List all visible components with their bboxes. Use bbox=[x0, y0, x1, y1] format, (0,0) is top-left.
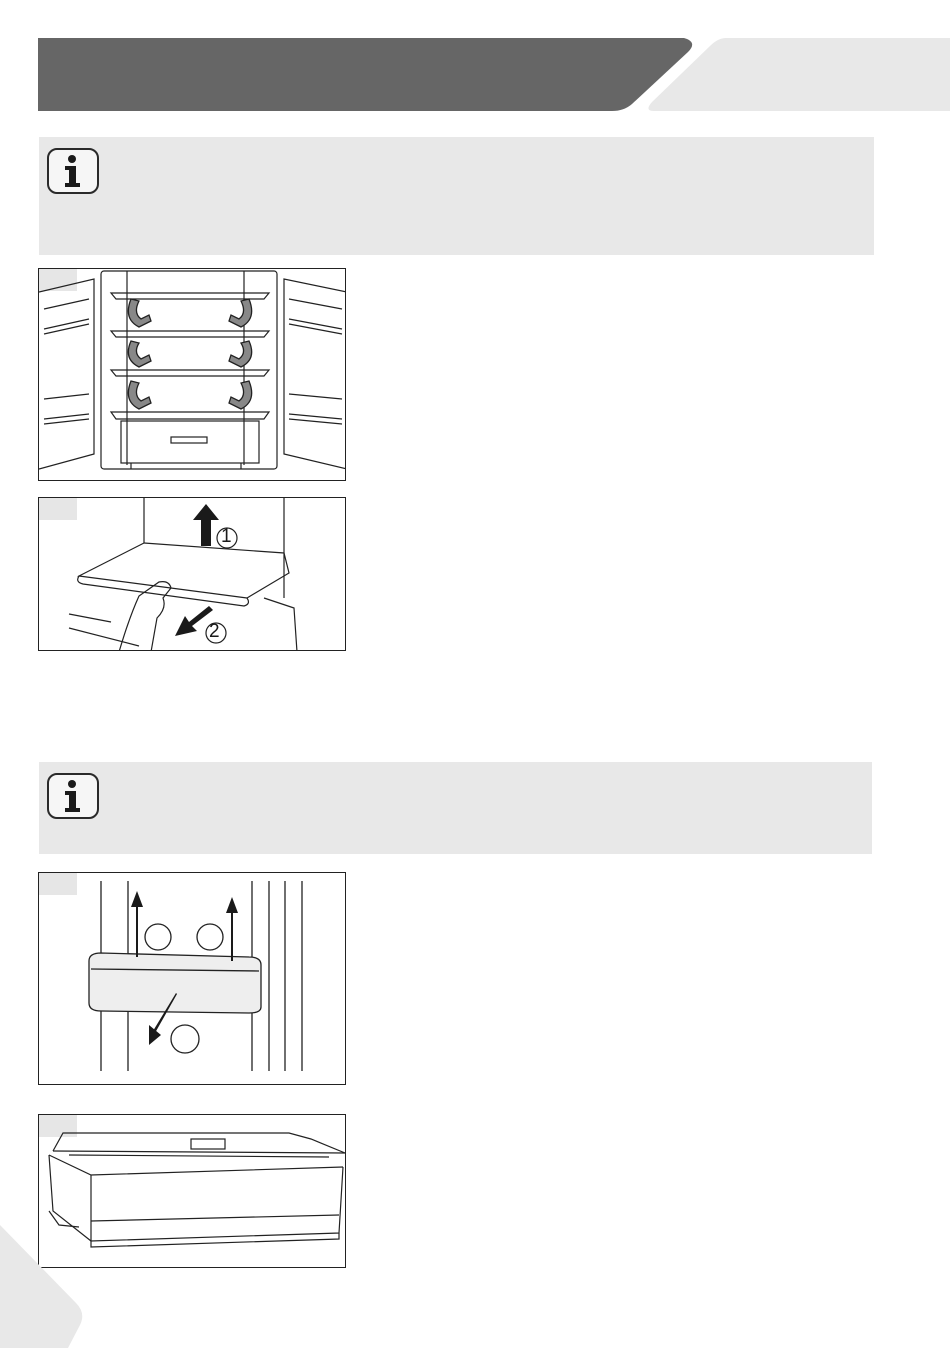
step-number-1: 1 bbox=[221, 526, 232, 547]
figure-remove-shelf bbox=[38, 497, 346, 651]
step-number-2: 2 bbox=[209, 621, 220, 642]
figure-remove-door-bin bbox=[38, 872, 346, 1085]
info-note-1 bbox=[39, 137, 874, 255]
info-icon bbox=[47, 148, 99, 194]
header-tab bbox=[648, 38, 950, 111]
page-corner-decoration bbox=[0, 1225, 90, 1348]
figure-fridge-shelves bbox=[38, 268, 346, 481]
section-header-bar bbox=[38, 38, 694, 111]
info-note-2 bbox=[39, 762, 872, 854]
info-icon bbox=[47, 773, 99, 819]
